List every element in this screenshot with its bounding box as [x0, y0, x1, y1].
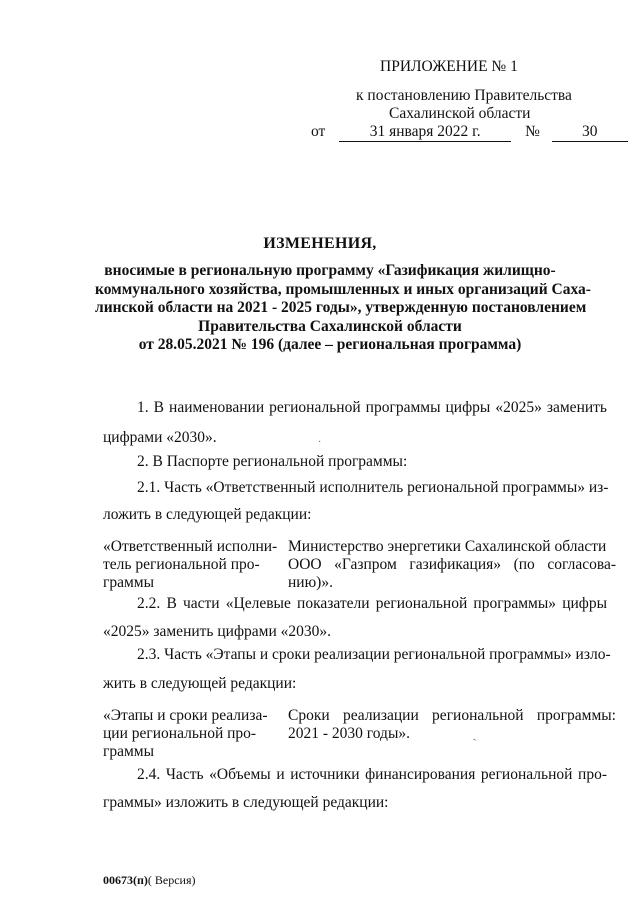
table1-left-cell [103, 538, 278, 592]
scan-mark: · [318, 437, 322, 448]
table1-left-line: тель региональной про- [103, 556, 260, 573]
from-label: от [311, 123, 326, 140]
paragraph-1-line-1: 1. В наименовании региональной программы цифры «2025» заменить [137, 399, 607, 416]
resolution-number: 30 [552, 122, 628, 142]
table2-right-line: Сроки реализации региональной программы: [288, 707, 616, 724]
table2-left-line: «Этапы и сроки реализа- [103, 707, 268, 724]
paragraph-2-2-line-2: «2025» заменить цифрами «2030». [103, 623, 331, 640]
paragraph-2-2-line-1: 2.2. В части «Целевые показатели региональной программы» цифры [137, 595, 607, 612]
subtitle-line: вносимые в региональную программу «Газификация жилищно- [104, 262, 556, 279]
subtitle-line: линской области на 2021 - 2025 годы», утвержденную постановлением [95, 299, 587, 316]
paragraph-2-4-line-2: граммы» изложить в следующей редакции: [103, 794, 389, 811]
date-number-line [311, 122, 628, 142]
resolution-line: к постановлению Правительства [356, 87, 572, 104]
document-subtitle [95, 262, 591, 355]
paragraph-1-line-2: цифрами «2030». [103, 429, 217, 446]
appendix-title: ПРИЛОЖЕНИЕ № 1 [380, 58, 518, 75]
table2-left-cell [103, 707, 275, 761]
table1-left-line: граммы [103, 574, 155, 591]
region-line: Сахалинской области [389, 105, 531, 122]
paragraph-2-1-line-2: ложить в следующей редакции: [103, 506, 312, 523]
table2-left-line: ции региональной про- [103, 725, 257, 742]
resolution-date: 31 января 2022 г. [339, 122, 511, 142]
table1-left-line: «Ответственный исполни- [103, 538, 278, 555]
document-title: ИЗМЕНЕНИЯ, [263, 235, 377, 252]
paragraph-2-4-line-1: 2.4. Часть «Объемы и источники финансирования региональной про- [137, 766, 607, 783]
number-label: № [525, 123, 540, 140]
table2-left-line: граммы [103, 743, 155, 760]
document-footer [103, 873, 196, 888]
table2-right-line: 2021 - 2030 годы». [288, 725, 410, 742]
subtitle-line: от 28.05.2021 № 196 (далее – региональная программа) [138, 336, 522, 353]
subtitle-line: Правительства Сахалинской области [198, 317, 462, 335]
table1-right-line: Министерство энергетики Сахалинской области [288, 538, 607, 555]
table1-right-cell [288, 538, 616, 592]
paragraph-2-1-line-1: 2.1. Часть «Ответственный исполнитель региональной программы» из- [137, 479, 609, 496]
paragraph-2-3-line-1: 2.3. Часть «Этапы и сроки реализации региональной программы» изло- [137, 646, 611, 663]
table1-right-line: ООО «Газпром газификация» (по согласова- [288, 556, 616, 573]
document-code: 00673(п) [103, 873, 148, 887]
table1-right-line: нию)». [288, 574, 333, 591]
subtitle-line: коммунального хозяйства, промышленных и иных организаций Саха- [95, 280, 591, 298]
table2-right-cell [288, 707, 616, 746]
paragraph-2-3-line-2: жить в следующей редакции: [103, 675, 297, 692]
scan-mark: - [470, 733, 479, 746]
paragraph-2: 2. В Паспорте региональной программы: [137, 453, 408, 470]
document-version: ( Версия) [147, 873, 196, 887]
